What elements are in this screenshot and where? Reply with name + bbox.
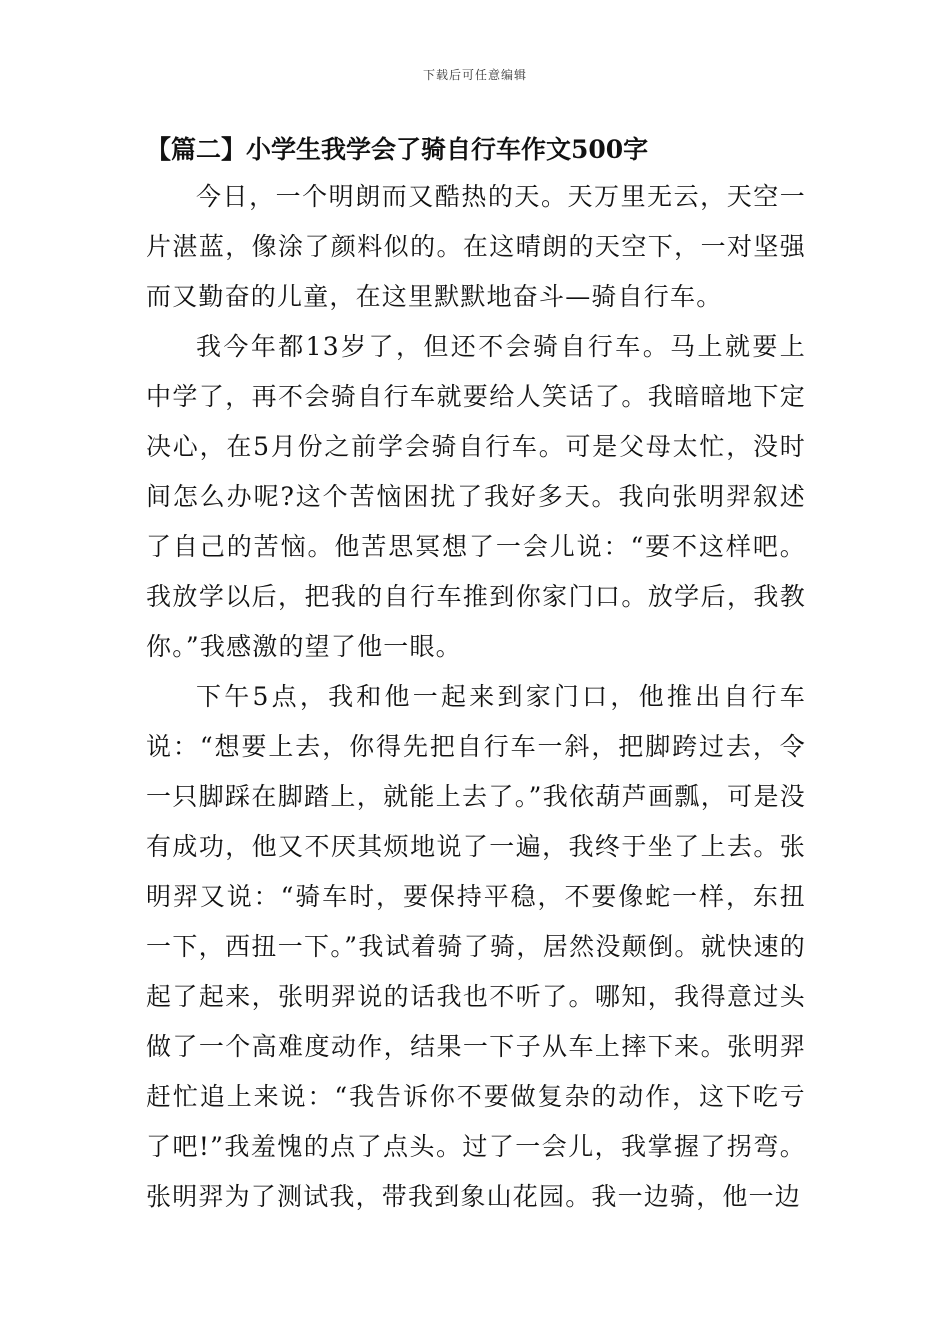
document-title: 【篇二】小学生我学会了骑自行车作文500字 [146,135,649,164]
paragraph-1: 今日，一个明朗而又酷热的天。天万里无云，天空一片湛蓝，像涂了颜料似的。在这晴朗的天空下，一对坚强而又勤奋的儿童，在这里默默地奋斗—骑自行车。 [146,182,806,311]
document-body [146,128,806,1222]
page-header-note: 下载后可任意编辑 [422,68,527,82]
paragraph-2: 我今年都13岁了，但还不会骑自行车。马上就要上中学了，再不会骑自行车就要给人笑话了。我暗暗地下定决心，在5月份之前学会骑自行车。可是父母太忙，没时间怎么办呢?这个苦恼困扰了我好多天。我向张明羿叙述了自己的苦恼。他苦思冥想了一会儿说：“要不这样吧。我放学以后，把我的自行车推到你家门口。放学后，我教你。”我感激的望了他一眼。 [146,332,806,661]
paragraph-3: 下午5点，我和他一起来到家门口，他推出自行车说：“想要上去，你得先把自行车一斜，把脚跨过去，令一只脚踩在脚踏上，就能上去了。”我依葫芦画瓢，可是没有成功，他又不厌其烦地说了一遍，我终于坐了上去。张明羿又说：“骑车时，要保持平稳，不要像蛇一样，东扭一下，西扭一下。”我试着骑了骑，居然没颠倒。就快速的起了起来，张明羿说的话我也不听了。哪知，我得意过头做了一个高难度动作，结果一下子从车上摔下来。张明羿赶忙追上来说：“我告诉你不要做复杂的动作，这下吃亏了吧!”我羞愧的点了点头。过了一会儿，我掌握了拐弯。张明羿为了测试我，带我到象山花园。我一边骑，他一边 [146,682,806,1211]
